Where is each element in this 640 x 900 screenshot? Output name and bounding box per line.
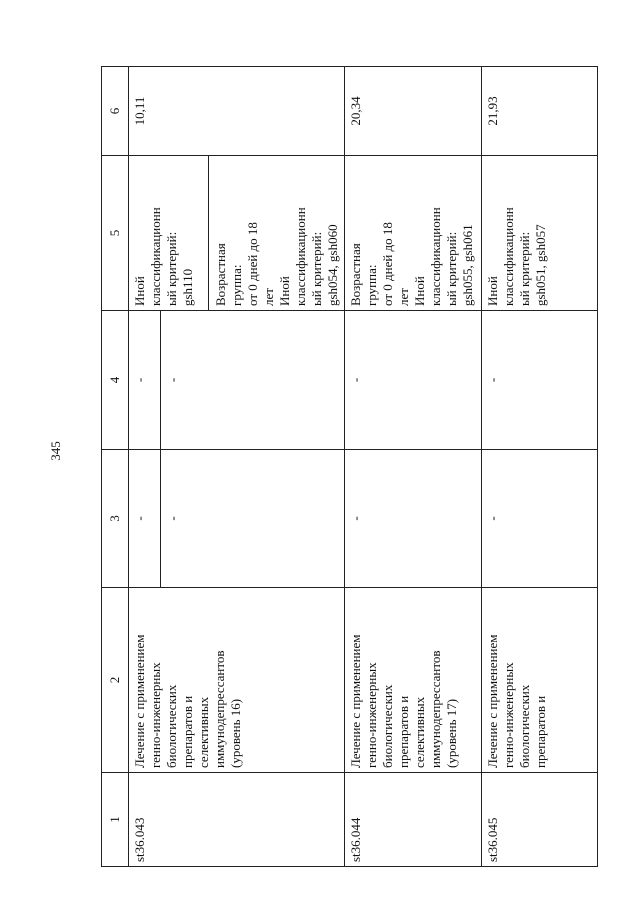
row-col4-sub: - [160, 311, 181, 449]
row-col3: - [345, 450, 482, 588]
table-header-row [102, 67, 129, 867]
row-col3-cell [129, 450, 345, 588]
row-criteria: Иной классификационн ый критерий: gsh110 [132, 207, 195, 306]
column-header: 2 [102, 588, 129, 773]
column-header: 1 [102, 773, 129, 867]
row-criteria-cell [129, 156, 345, 311]
row-name: Лечение с применением генно-инженерных биологических препаратов и селективных иммунодепрессантов (уровень 16) [129, 588, 345, 773]
column-header: 5 [102, 156, 129, 311]
row-coefficient: 20,34 [345, 67, 482, 156]
row-criteria: Возрастная группа: от 0 дней до 18 лет Иной классификационн ый критерий: gsh055, gsh061 [345, 156, 482, 311]
row-col3-sub: - [160, 450, 181, 587]
row-code: st36.044 [345, 773, 482, 867]
row-col4: - [132, 377, 147, 383]
row-code: st36.043 [129, 773, 345, 867]
row-code: st36.045 [482, 773, 598, 867]
column-header: 6 [102, 67, 129, 156]
row-col4: - [345, 311, 482, 450]
row-col4-cell [129, 311, 345, 450]
tariff-table [101, 66, 598, 867]
column-header: 4 [102, 311, 129, 450]
row-criteria: Иной классификационн ый критерий: gsh051, gsh057 [482, 156, 598, 311]
row-col4: - [482, 311, 598, 450]
row-name: Лечение с применением генно-инженерных биологических препаратов и [482, 588, 598, 773]
row-coefficient: 21,93 [482, 67, 598, 156]
row-col3: - [482, 450, 598, 588]
row-name: Лечение с применением генно-инженерных биологических препаратов и селективных иммунодепрессантов (уровень 17) [345, 588, 482, 773]
column-header: 3 [102, 450, 129, 588]
row-coefficient: 10,11 [129, 67, 345, 156]
row-criteria-sub: Возрастная группа: от 0 дней до 18 лет Иной классификационн ый критерий: gsh054, gsh060 [208, 156, 341, 310]
table-row [129, 67, 345, 867]
table-row [345, 67, 482, 867]
table-row [482, 67, 598, 867]
row-col3: - [132, 516, 147, 521]
rotated-table-wrapper [101, 67, 548, 867]
